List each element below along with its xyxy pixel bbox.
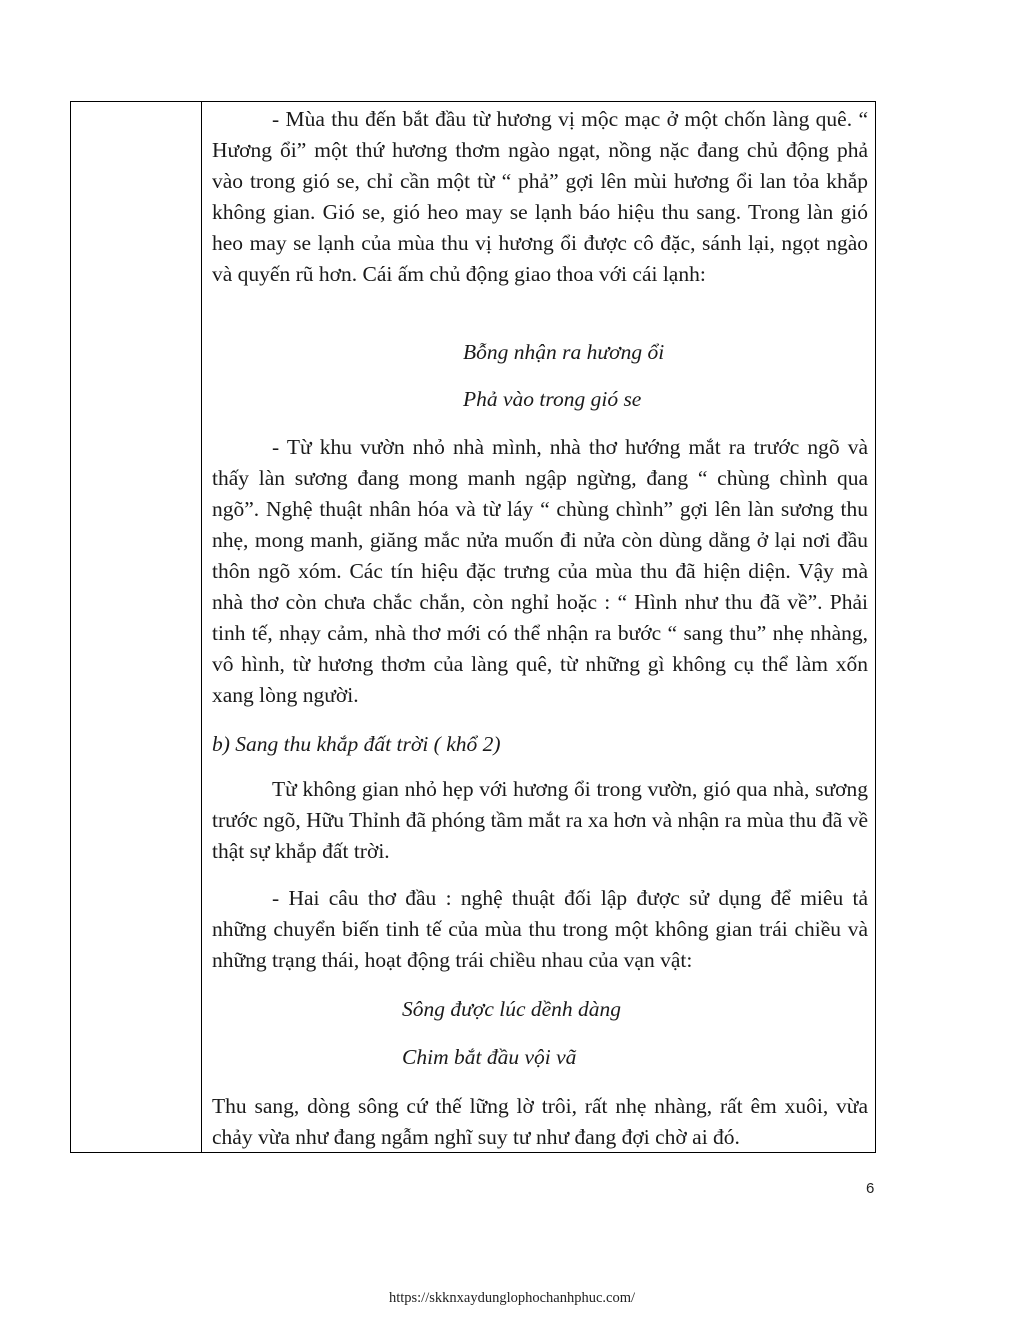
section-heading: b) Sang thu khắp đất trời ( khổ 2) bbox=[212, 732, 501, 756]
table-right-column bbox=[202, 102, 875, 1152]
verse-line: Sông được lúc dềnh dàng bbox=[402, 997, 622, 1021]
paragraph-suong: - Từ khu vườn nhỏ nhà mình, nhà thơ hướng mắt ra trước ngõ và thấy làn sương đang mong manh ngập ngừng, đang “ chùng chình qua ngõ”. Nghệ thuật nhân hóa và từ láy “ chùng chình” gợi lên làn sương thu nhẹ, mong manh, giăng mắc nửa muốn đi nửa còn dùng dằng ở lại nơi đầu thôn ngõ xóm. Các tín hiệu đặc trưng của mùa thu đã hiện diện. Vậy mà nhà thơ còn chưa chắc chắn, còn nghỉ hoặc : “ Hình như thu đã về”. Phải tinh tế, nhạy cảm, nhà thơ mới có thể nhận ra bước “ sang thu” nhẹ nhàng, vô hình, từ hương thơm của làng quê, từ những gì không cụ thể làm xốn xang lòng người. bbox=[212, 435, 868, 707]
page-number: 6 bbox=[866, 1180, 875, 1197]
paragraph-khap-dat-troi: Từ không gian nhỏ hẹp với hương ổi trong vườn, gió qua nhà, sương trước ngõ, Hữu Thỉnh đã phóng tầm mắt ra xa hơn và nhận ra mùa thu đã về thật sự khắp đất trời. bbox=[212, 777, 868, 863]
verse-line: Phả vào trong gió se bbox=[463, 387, 642, 411]
paragraph-huong-oi: - Mùa thu đến bắt đầu từ hương vị mộc mạc ở một chốn làng quê. “ Hương ổi” một thứ hương thơm ngào ngạt, nồng nặc đang chủ động phả vào trong gió se, chỉ cần một từ “ phả” gợi lên mùi hương ổi lan tỏa khắp không gian. Gió se, gió heo may se lạnh báo hiệu thu sang. Trong làn gió heo may se lạnh của mùa thu vị hương ổi được cô đặc, sánh lại, ngọt ngào và quyến rũ hơn. Cái ấm chủ động giao thoa với cái lạnh: bbox=[212, 107, 868, 286]
table-left-column bbox=[71, 102, 202, 1152]
paragraph-doi-lap: - Hai câu thơ đầu : nghệ thuật đối lập được sử dụng để miêu tả những chuyển biến tinh tế của mùa thu trong một không gian trái chiều và những trạng thái, hoạt động trái chiều nhau của vạn vật: bbox=[212, 886, 868, 972]
verse-line: Bỗng nhận ra hương ổi bbox=[463, 340, 665, 364]
paragraph-dong-song: Thu sang, dòng sông cứ thế lững lờ trôi, rất nhẹ nhàng, rất êm xuôi, vừa chảy vừa như đang ngẫm nghĩ suy tư như đang đợi chờ ai đó. bbox=[212, 1094, 868, 1149]
verse-line: Chim bắt đầu vội vã bbox=[402, 1045, 577, 1069]
content-table bbox=[70, 101, 876, 1153]
footer-url[interactable]: https://skknxaydunglophochanhphuc.com/ bbox=[388, 1290, 636, 1306]
